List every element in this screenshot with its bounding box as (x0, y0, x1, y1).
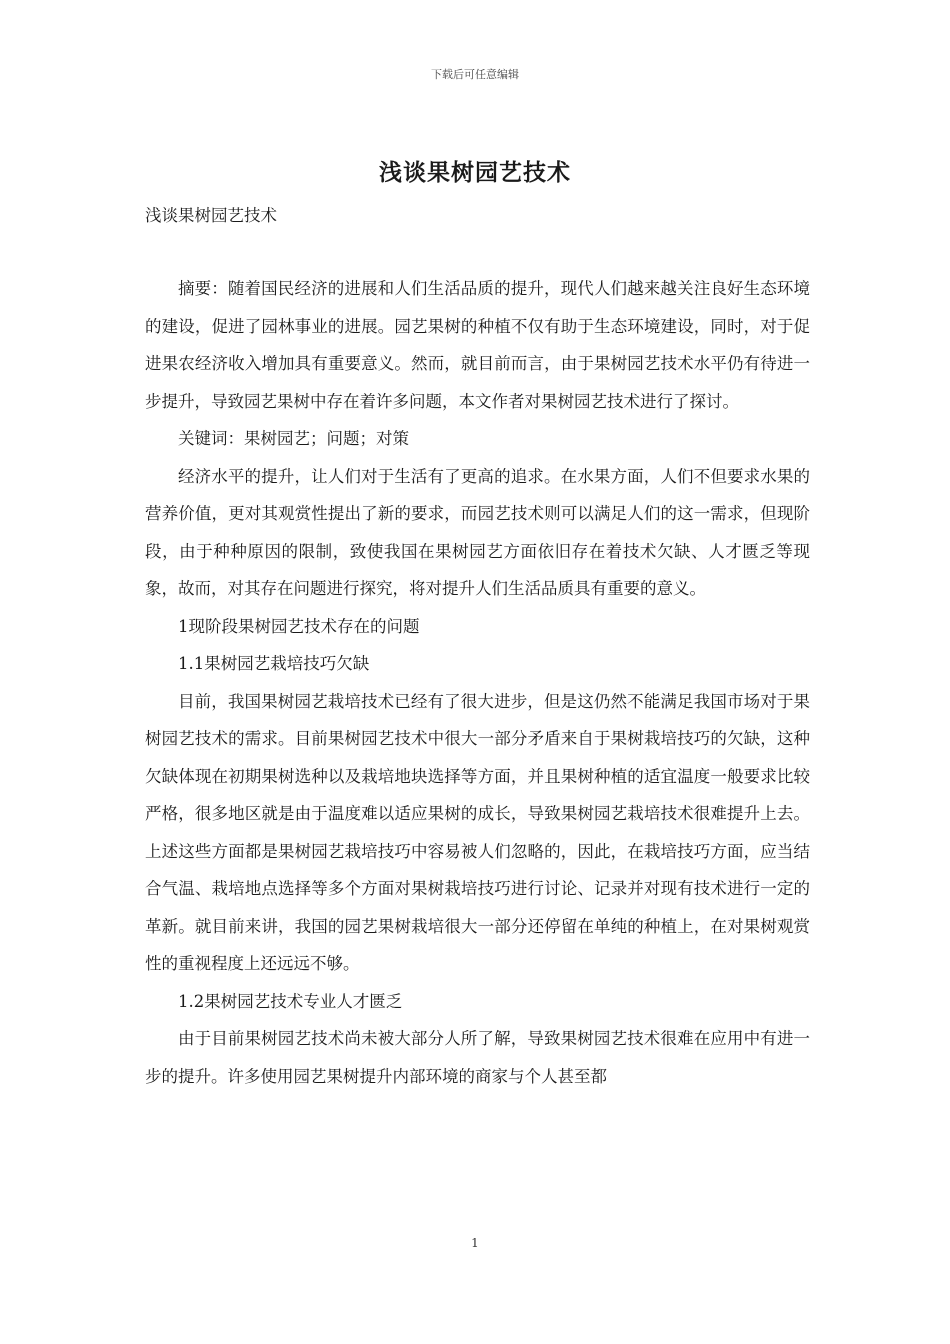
body-paragraph: 由于目前果树园艺技术尚未被大部分人所了解，导致果树园艺技术很难在应用中有进一步的提升。许多使用园艺果树提升内部环境的商家与个人甚至都 (145, 1029, 810, 1086)
document-title: 浅谈果树园艺技术 (379, 159, 571, 186)
intro-paragraph: 经济水平的提升，让人们对于生活有了更高的追求。在水果方面，人们不但要求水果的营养价值，更对其观赏性提出了新的要求，而园艺技术则可以满足人们的这一需求，但现阶段，由于种种原因的限制，致使我国在果树园艺方面依旧存在着技术欠缺、人才匮乏等现象，故而，对其存在问题进行探究，将对提升人们生活品质具有重要的意义。 (145, 466, 810, 598)
document-subtitle: 浅谈果树园艺技术 (145, 206, 277, 225)
section-heading-1-2: 1.2果树园艺技术专业人才匮乏 (178, 991, 403, 1011)
section-heading-1: 1现阶段果树园艺技术存在的问题 (178, 616, 420, 636)
page-header: 下载后可任意编辑 (431, 68, 519, 81)
section-heading-1-1: 1.1果树园艺栽培技巧欠缺 (178, 654, 370, 673)
page-number: 1 (471, 1236, 479, 1250)
document-body (145, 270, 810, 1095)
keywords-paragraph: 关键词：果树园艺；问题；对策 (178, 429, 409, 448)
abstract-paragraph: 摘要：随着国民经济的进展和人们生活品质的提升，现代人们越来越关注良好生态环境的建设，促进了园林事业的进展。园艺果树的种植不仅有助于生态环境建设，同时，对于促进果农经济收入增加具有重要意义。然而，就目前而言，由于果树园艺技术水平仍有待进一步提升，导致园艺果树中存在着许多问题，本文作者对果树园艺技术进行了探讨。 (145, 279, 810, 411)
body-paragraph: 目前，我国果树园艺栽培技术已经有了很大进步，但是这仍然不能满足我国市场对于果树园艺技术的需求。目前果树园艺技术中很大一部分矛盾来自于果树栽培技巧的欠缺，这种欠缺体现在初期果树选种以及栽培地块选择等方面，并且果树种植的适宜温度一般要求比较严格，很多地区就是由于温度难以适应果树的成长，导致果树园艺栽培技术很难提升上去。上述这些方面都是果树园艺栽培技巧中容易被人们忽略的，因此，在栽培技巧方面，应当结合气温、栽培地点选择等多个方面对果树栽培技巧进行讨论、记录并对现有技术进行一定的革新。就目前来讲，我国的园艺果树栽培很大一部分还停留在单纯的种植上，在对果树观赏性的重视程度上还远远不够。 (145, 691, 810, 973)
